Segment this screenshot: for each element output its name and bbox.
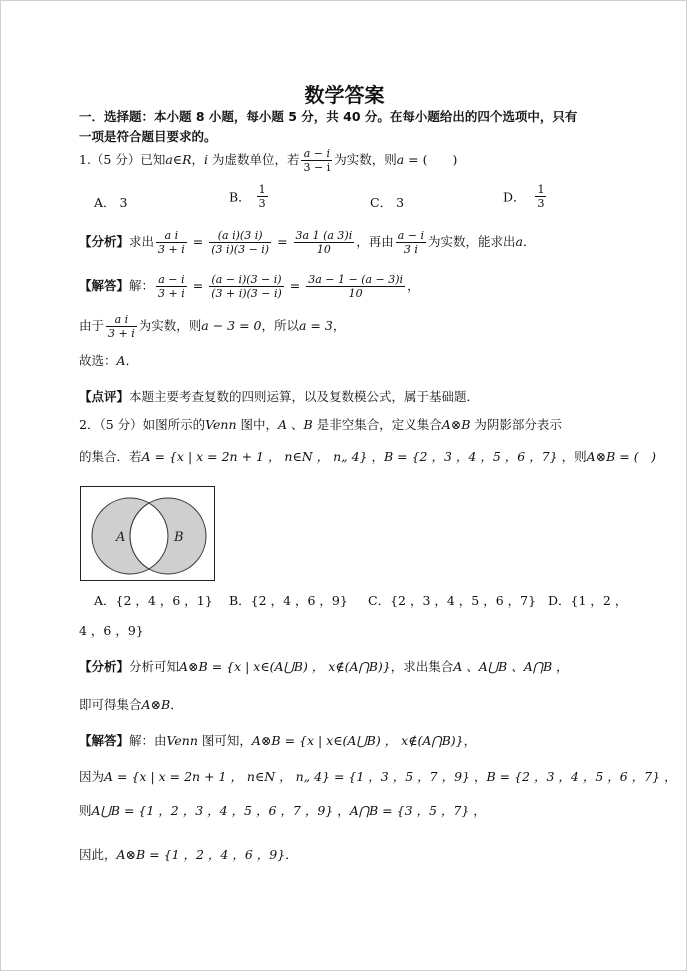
q1-stem-fraction: $\frac{a - i}{3 - i}$ — [303, 147, 331, 174]
q2-option-d: D．{1 ，2 ， — [548, 593, 628, 608]
q1-choose: 故选：A． — [79, 353, 139, 368]
venn-label-b: B — [174, 530, 184, 545]
q1-stem-math: a∈R — [165, 152, 192, 167]
q2-because: 因为A = {x | x = 2n + 1 ， n∈N ， n„ 4} = {1 ，3 ，5 ，7 ，9} ，B = {2 ，3 ，4 ，5 ，6 ，7} ， — [79, 769, 677, 784]
q1-stem — [79, 147, 457, 174]
q1-option-a: A． 3 — [94, 195, 128, 210]
q2-therefore: 因此，A⊗B = {1 ，2 ，4 ，6 ，9}． — [79, 847, 298, 862]
q1-stem-text: 为虚数单位，若 — [208, 152, 300, 167]
q2-stem-line2: 的集合．若A = {x | x = 2n + 1 ， n∈N ， n„ 4} ，B = {2 ，3 ，4 ，5 ，6 ，7} ，则A⊗B = ( ) — [79, 449, 656, 464]
q1-stem-text: 为实数，则 — [334, 152, 397, 167]
q2-then: 则A⋃B = {1 ，2 ，3 ，4 ，5 ，6 ，7 ，9} ，A⋂B = {3 ，5 ，7} ， — [79, 803, 486, 818]
q1-solution: 【解答】解： $\frac{a - i}{3 + i}$ = $\frac{(a - i)(3 - i)}{(3 + i)(3 - i)}$ = $\frac{3a - 1 - (a - 3)i}{10}$ ， — [79, 273, 420, 300]
q2-option-a: A．{2 ，4 ，6 ，1} — [94, 593, 213, 608]
page-title: 数学答案 — [304, 83, 385, 107]
q1-comment: 【点评】本题主要考查复数的四则运算，以及复数模公式，属于基础题． — [79, 389, 480, 404]
q2-option-c: C．{2 ，3 ，4 ，5 ，6 ，7} — [368, 593, 537, 608]
q2-analysis-cont: 即可得集合A⊗B． — [79, 697, 183, 712]
q1-since: 由于 $\frac{\text{a i}}{3 + i}$ 为实数，则a − 3 = 0，所以a = 3， — [79, 313, 346, 340]
section-heading-line2: 一项是符合题目要求的。 — [79, 129, 217, 144]
q1-option-b: B． $\frac{1}{3}$ — [229, 183, 266, 210]
q1-stem-math: i — [204, 152, 208, 167]
q1-option-d: D． $\frac{1}{3}$ — [503, 183, 545, 210]
q1-option-c: C． 3 — [370, 195, 405, 210]
q2-solution: 【解答】解：由Venn 图可知，A⊗B = {x | x∈(A⋃B) ， x∉(A⋂B)}， — [79, 733, 477, 748]
venn-diagram — [80, 486, 215, 581]
q2-option-b: B．{2 ，4 ，6 ，9} — [229, 593, 348, 608]
section-heading-line1: 一．选择题：本小题 8 小题，每小题 5 分，共 40 分。在每小题给出的四个选项中，只有 — [79, 109, 578, 124]
q1-stem-text: = ( ) — [404, 152, 458, 167]
q1-stem-text: 1.（5 分）已知 — [79, 152, 166, 167]
q2-option-d-cont: 4 ，6 ，9} — [79, 623, 144, 638]
q1-stem-text: ， — [191, 152, 204, 167]
q2-stem-line1: 2．（5 分）如图所示的Venn 图中，A 、B 是非空集合，定义集合A⊗B 为阴影部分表示 — [79, 417, 562, 432]
q2-analysis: 【分析】分析可知A⊗B = {x | x∈(A⋃B) ， x∉(A⋂B)}，求出集合A 、A⋃B 、A⋂B ， — [79, 659, 569, 674]
q1-analysis: 【分析】求出 $\frac{\text{a i}}{3 + i}$ = $\frac{\text{(a i)(3 i)}}{(3 i)(3 - i)}$ = $\frac{3a 1 (a 3)i}{10}$ ，再由 $\frac{a - i}{3 i}$ 为实数，能求出a． — [79, 229, 536, 256]
q1-stem-math: a — [396, 152, 405, 167]
venn-label-a: A — [116, 530, 126, 545]
